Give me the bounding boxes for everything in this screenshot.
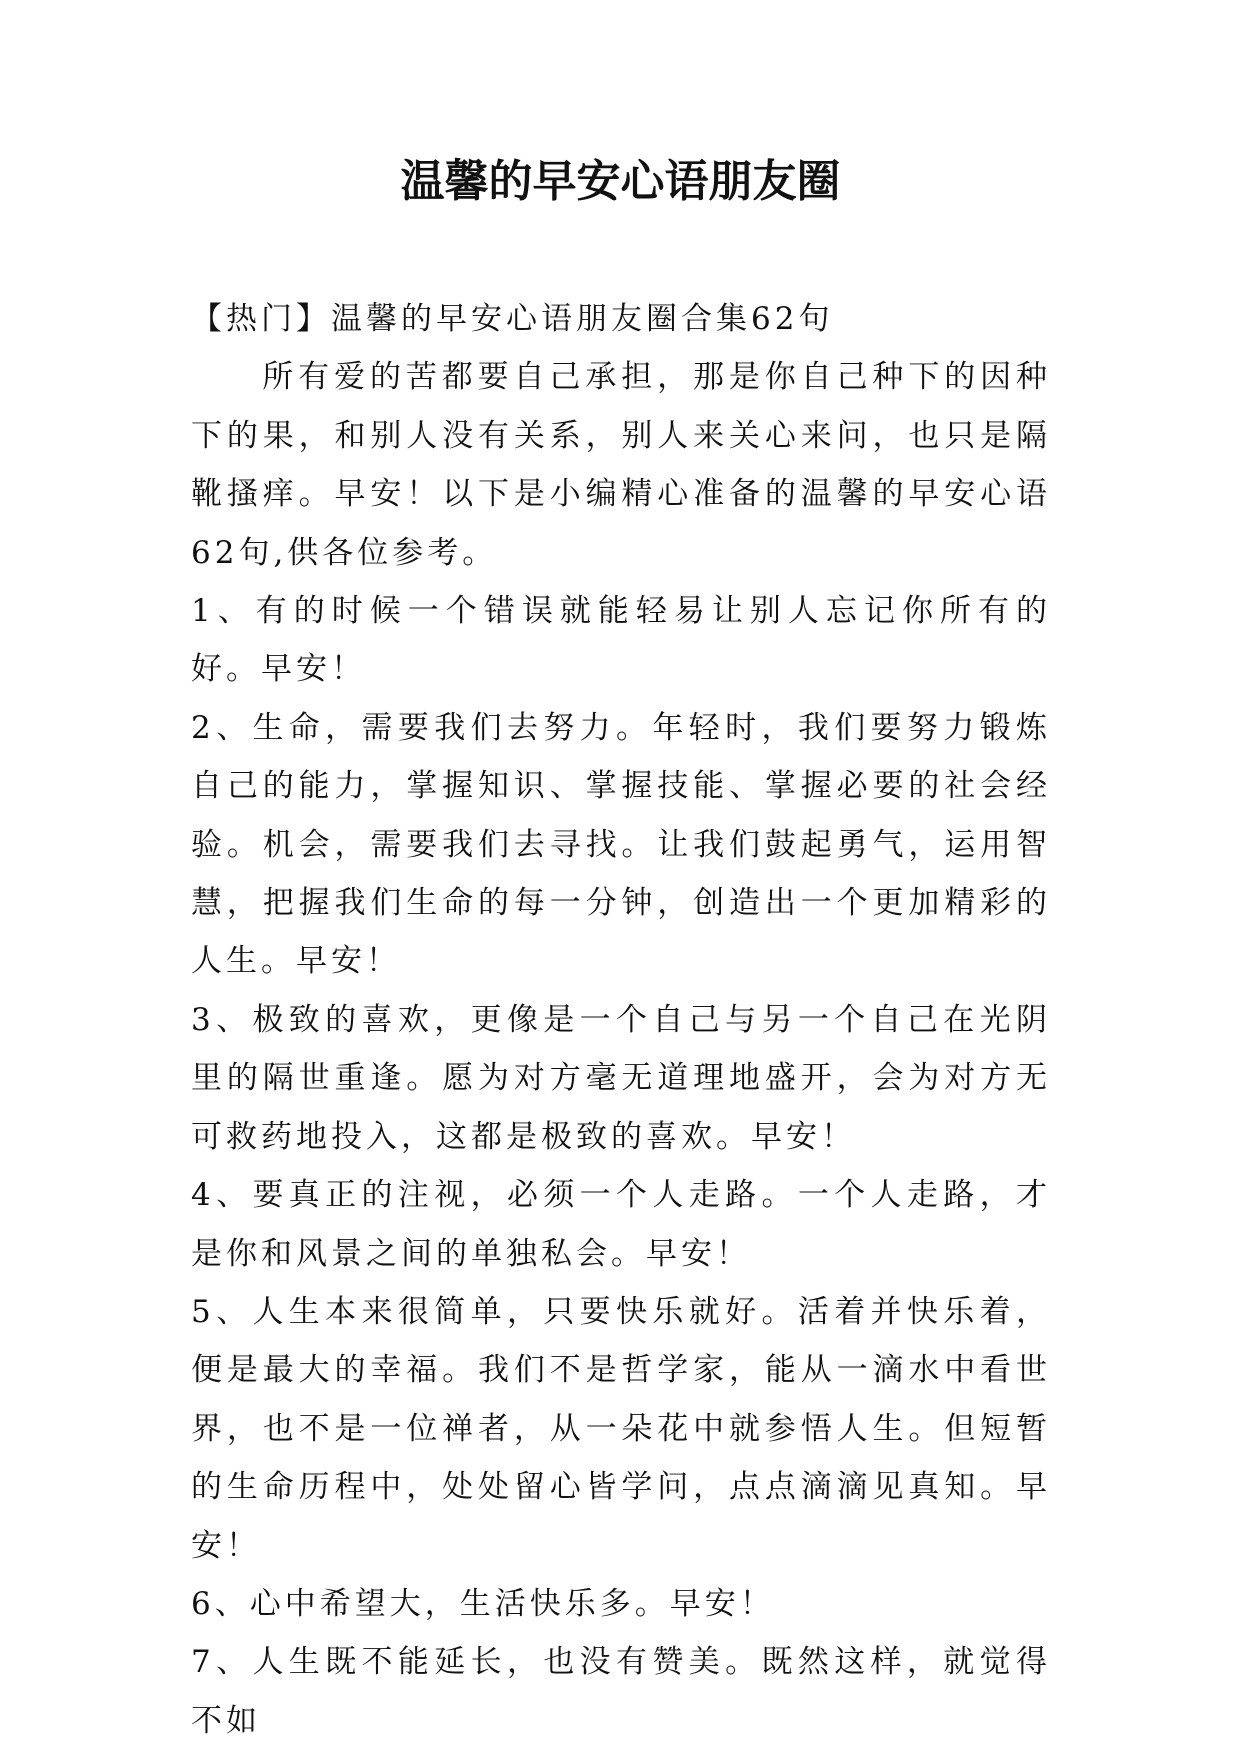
list-item: 6、心中希望大，生活快乐多。早安！ (191, 1585, 775, 1622)
intro-heading: 【热门】温馨的早安心语朋友圈合集62句 (191, 301, 834, 337)
intro-paragraph: 所有爱的苦都要自己承担，那是你自己种下的因种下的果，和别人没有关系，别人来关心来问，也只是隔靴搔痒。早安！以下是小编精心准备的温馨的早安心语62句,供各位参考。 (191, 359, 1051, 571)
list-item: 4、要真正的注视，必须一个人走路。一个人走路，才是你和风景之间的单独私会。早安！ (191, 1177, 1051, 1272)
list-item: 3、极致的喜欢，更像是一个自己与另一个自己在光阴里的隔世重逢。愿为对方毫无道理地盛开，会为对方无可救药地投入，这都是极致的喜欢。早安！ (191, 1001, 1051, 1155)
list-item: 5、人生本来很简单，只要快乐就好。活着并快乐着，便是最大的幸福。我们不是哲学家，能从一滴水中看世界，也不是一位禅者，从一朵花中就参悟人生。但短暂的生命历程中，处处留心皆学问，点点滴滴见真知。早安！ (191, 1293, 1051, 1564)
list-item: 2、生命，需要我们去努力。年轻时，我们要努力锻炼自己的能力，掌握知识、掌握技能、掌握必要的社会经验。机会，需要我们去寻找。让我们鼓起勇气，运用智慧，把握我们生命的每一分钟，创造出一个更加精彩的人生。早安！ (191, 709, 1051, 980)
list-item: 7、人生既不能延长，也没有赞美。既然这样，就觉得不如 (191, 1644, 1051, 1739)
document-body (191, 290, 1051, 1750)
document-title: 温馨的早安心语朋友圈 (400, 156, 841, 207)
list-item: 1、有的时候一个错误就能轻易让别人忘记你所有的好。早安！ (191, 593, 1051, 688)
